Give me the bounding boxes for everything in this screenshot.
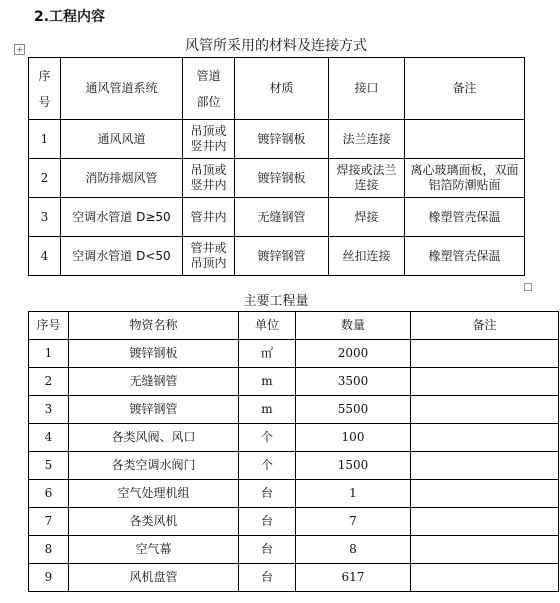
table-cell (411, 368, 559, 396)
table-header-row (29, 312, 559, 340)
table-cell: m (239, 396, 296, 424)
table-cell: 1 (29, 340, 69, 368)
table-cell: 空调水管道 D<50 (61, 237, 183, 276)
table-cell (411, 536, 559, 564)
table-row (29, 396, 559, 424)
table-cell: 5 (29, 452, 69, 480)
table-cell: 法兰连接 (329, 120, 405, 159)
table-cell: 2 (29, 368, 69, 396)
header-cell: 备注 (405, 58, 525, 120)
table-cell: 各类风机 (69, 508, 239, 536)
table-cell: 4 (29, 237, 61, 276)
table-cell: 1 (29, 120, 61, 159)
table-row (29, 424, 559, 452)
table-cell: 台 (239, 564, 296, 592)
table-cell (411, 452, 559, 480)
header-cell: 接口 (329, 58, 405, 120)
materials-table-caption: 风管所采用的材料及连接方式 (185, 38, 367, 54)
table-cell: 100 (296, 424, 411, 452)
table-cell: 9 (29, 564, 69, 592)
table-cell: ㎡ (239, 340, 296, 368)
table-cell: 1 (296, 480, 411, 508)
table-cell: 7 (296, 508, 411, 536)
header-cell: 备注 (411, 312, 559, 340)
table-cell: 6 (29, 480, 69, 508)
table-header-row (29, 58, 525, 120)
table-cell: 吊顶或竖井内 (183, 159, 235, 198)
table-cell: 丝扣连接 (329, 237, 405, 276)
table-cell: 4 (29, 424, 69, 452)
table-cell: 空气幕 (69, 536, 239, 564)
header-cell: 序号 (29, 312, 69, 340)
header-cell: 材质 (235, 58, 329, 120)
table-cell: 管井或吊顶内 (183, 237, 235, 276)
table-row (29, 120, 525, 159)
table-cell (411, 480, 559, 508)
table-cell: 离心玻璃面板，双面铝箔防潮贴面 (405, 159, 525, 198)
table-row (29, 536, 559, 564)
section-heading: 2.工程内容 (34, 9, 106, 25)
table-move-handle-icon[interactable]: + (14, 44, 25, 55)
table-cell: 无缝钢管 (235, 198, 329, 237)
table-row (29, 452, 559, 480)
table-cell (411, 396, 559, 424)
table-cell: 空气处理机组 (69, 480, 239, 508)
table-row (29, 237, 525, 276)
table-cell (411, 564, 559, 592)
table-cell: 8 (29, 536, 69, 564)
table-cell: 无缝钢管 (69, 368, 239, 396)
table-resize-handle[interactable] (524, 283, 532, 291)
table-cell (411, 508, 559, 536)
table-cell: 台 (239, 536, 296, 564)
table-cell: 通风风道 (61, 120, 183, 159)
table-cell (411, 424, 559, 452)
table-cell: 7 (29, 508, 69, 536)
header-cell: 数量 (296, 312, 411, 340)
table-cell: 管井内 (183, 198, 235, 237)
table-row (29, 198, 525, 237)
table-cell: m (239, 368, 296, 396)
table-cell: 各类风阀、风口 (69, 424, 239, 452)
table-cell: 个 (239, 424, 296, 452)
table-cell: 镀锌钢管 (235, 237, 329, 276)
table-row (29, 564, 559, 592)
table-cell: 5500 (296, 396, 411, 424)
table-cell: 个 (239, 452, 296, 480)
table-cell: 焊接 (329, 198, 405, 237)
table-cell: 空调水管道 D≥50 (61, 198, 183, 237)
table-cell: 镀锌钢板 (235, 159, 329, 198)
header-cell: 单位 (239, 312, 296, 340)
header-cell: 序号 (29, 58, 61, 120)
table-cell: 焊接或法兰连接 (329, 159, 405, 198)
header-cell: 管道部位 (183, 58, 235, 120)
table-row (29, 340, 559, 368)
table-row (29, 508, 559, 536)
table-cell: 2000 (296, 340, 411, 368)
table-cell: 617 (296, 564, 411, 592)
table-cell: 橡塑管壳保温 (405, 237, 525, 276)
table-cell: 风机盘管 (69, 564, 239, 592)
table-cell: 3 (29, 198, 61, 237)
table-row (29, 159, 525, 198)
table-cell: 各类空调水阀门 (69, 452, 239, 480)
quantity-table (28, 311, 559, 592)
table-cell: 镀锌钢板 (69, 340, 239, 368)
table-cell: 台 (239, 480, 296, 508)
table-cell: 3500 (296, 368, 411, 396)
table-cell (411, 340, 559, 368)
table-cell: 8 (296, 536, 411, 564)
table-cell: 3 (29, 396, 69, 424)
table-cell: 台 (239, 508, 296, 536)
quantity-table-caption: 主要工程量 (243, 294, 309, 309)
table-cell: 镀锌钢管 (69, 396, 239, 424)
table-cell: 1500 (296, 452, 411, 480)
table-row (29, 480, 559, 508)
table-cell: 消防排烟风管 (61, 159, 183, 198)
materials-table (28, 57, 525, 276)
table-cell (405, 120, 525, 159)
header-cell: 物资名称 (69, 312, 239, 340)
table-row (29, 368, 559, 396)
table-cell: 2 (29, 159, 61, 198)
header-cell: 通风管道系统 (61, 58, 183, 120)
table-cell: 吊顶或竖井内 (183, 120, 235, 159)
table-cell: 镀锌钢板 (235, 120, 329, 159)
table-cell: 橡塑管壳保温 (405, 198, 525, 237)
